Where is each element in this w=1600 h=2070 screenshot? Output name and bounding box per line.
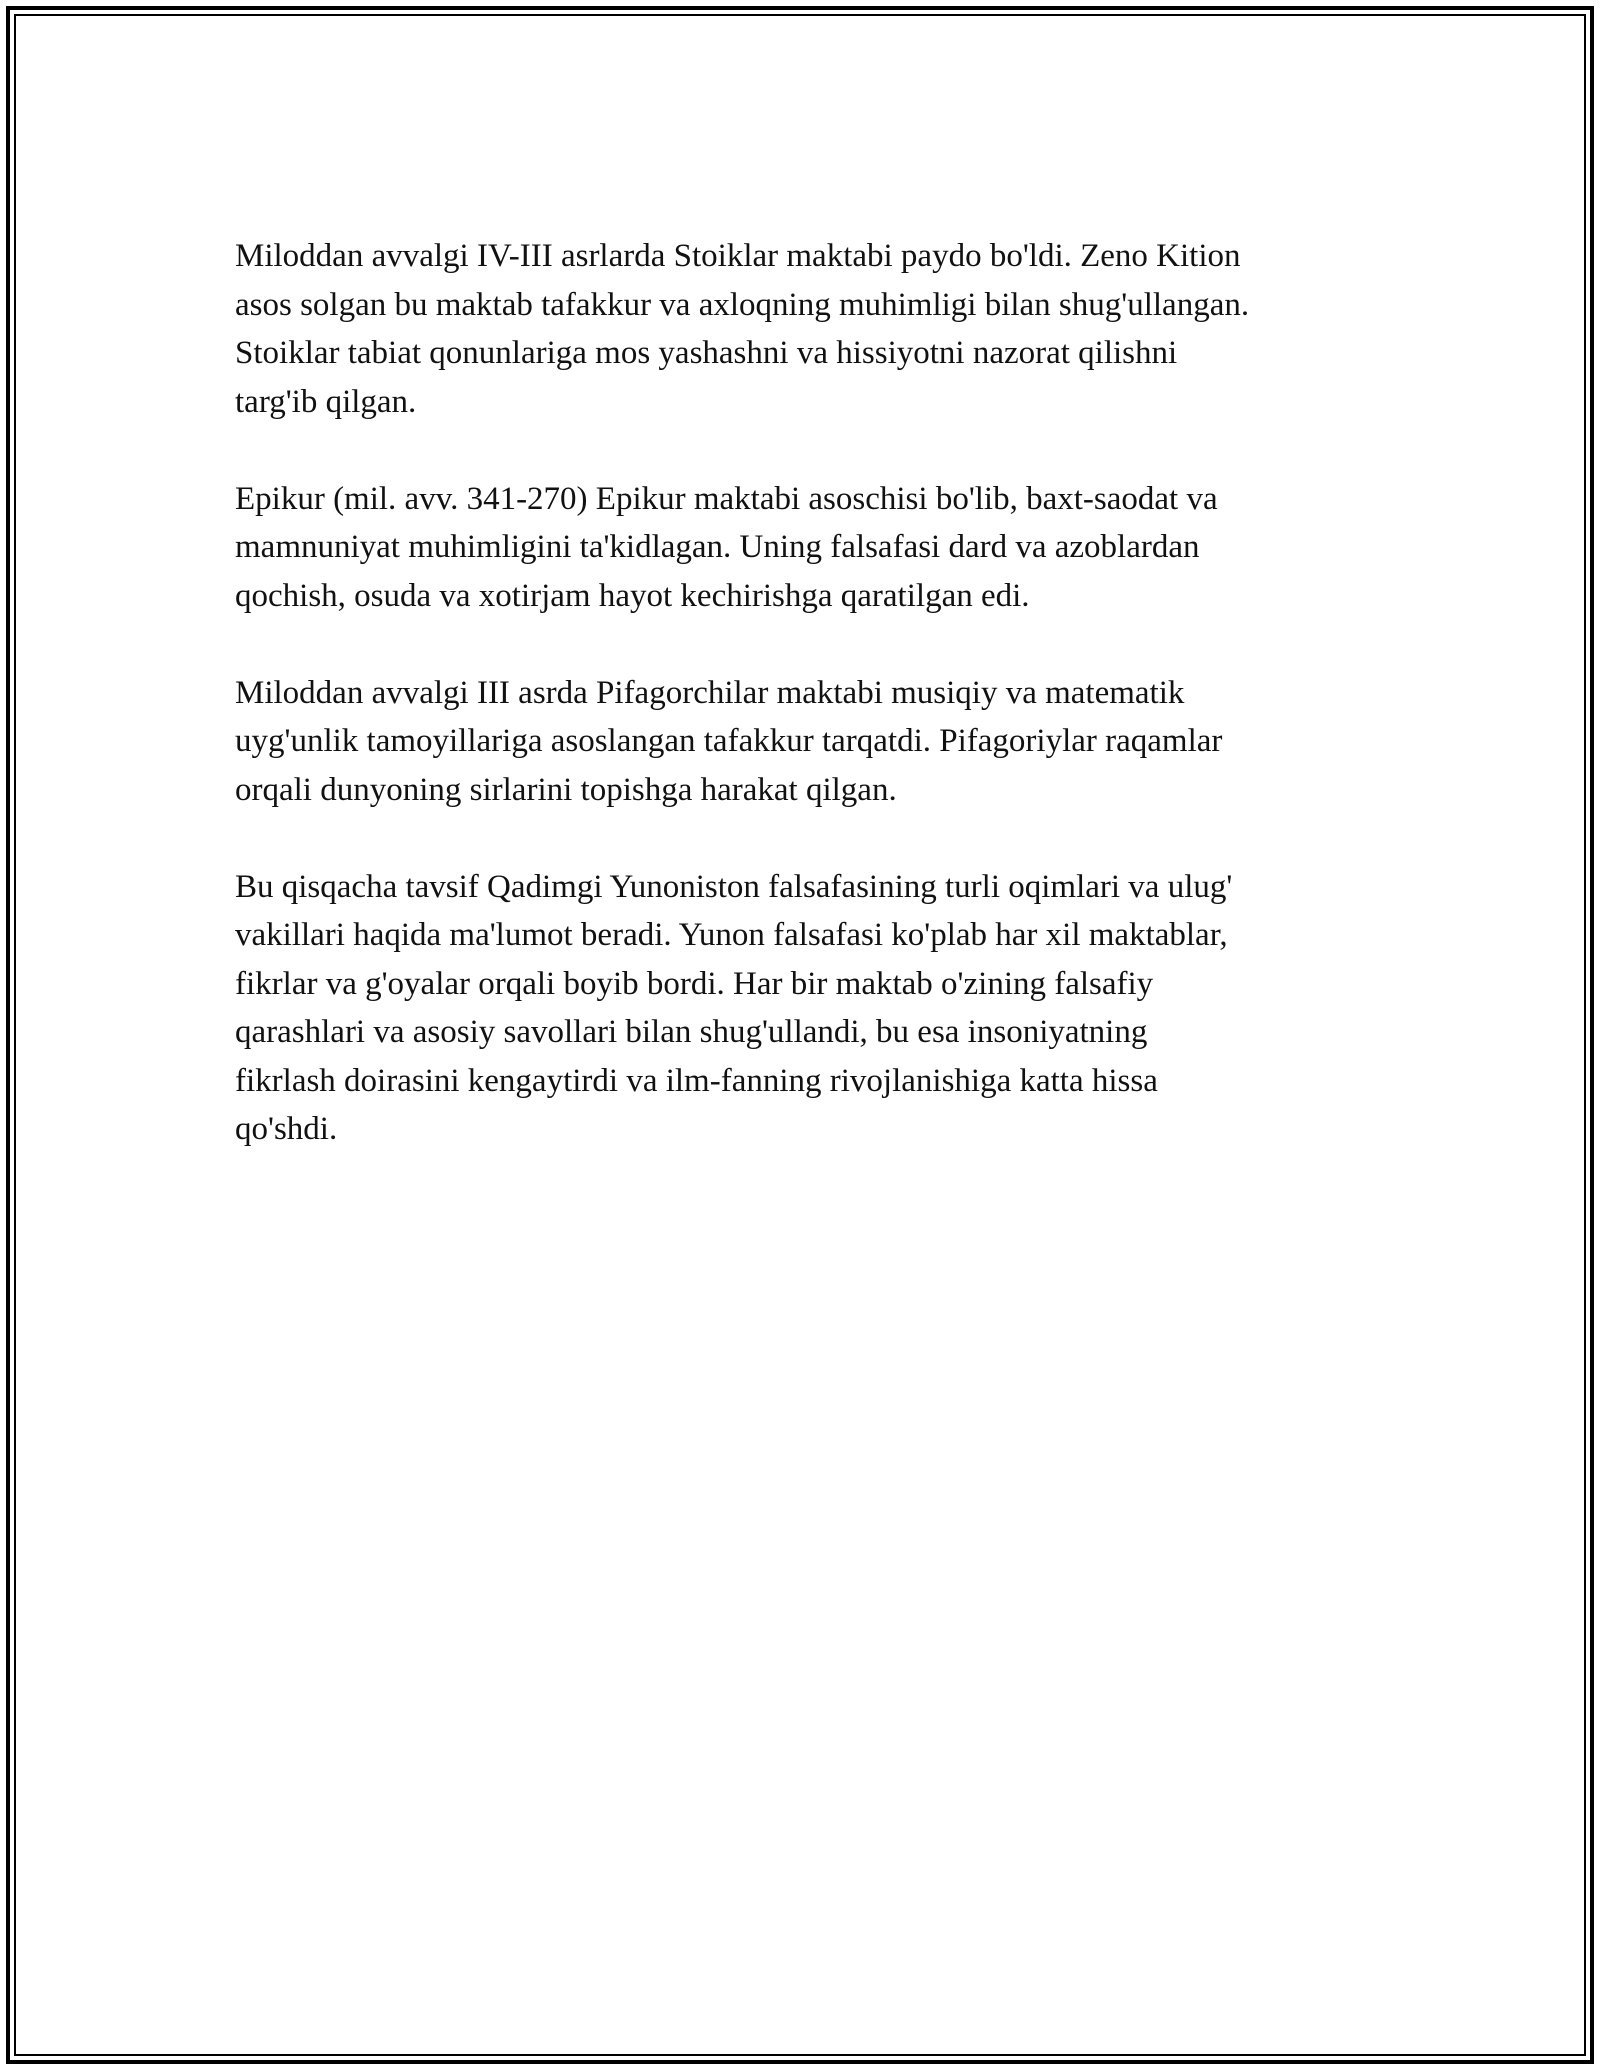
text-line: qochish, osuda va xotirjam hayot kechirishga qaratilgan edi. [235,577,1030,614]
text-line: qarashlari va asosiy savollari bilan shug'ullandi, bu esa insoniyatning [235,1014,1148,1050]
paragraph-pythagoreans [235,669,1385,815]
text-line: Bu qisqacha tavsif Qadimgi Yunoniston falsafasining turli oqimlari va ulug' [235,868,1233,905]
text-line: vakillari haqida ma'lumot beradi. Yunon falsafasi ko'plab har xil maktablar, [235,917,1228,953]
text-line: fikrlar va g'oyalar orqali boyib bordi. Har bir maktab o'zining falsafiy [235,965,1154,1002]
text-line: Epikur (mil. avv. 341-270) Epikur maktabi asoschisi bo'lib, baxt-saodat va [235,480,1218,517]
text-line: fikrlash doirasini kengaytirdi va ilm-fanning rivojlanishiga katta hissa [235,1062,1158,1099]
text-line: Miloddan avvalgi III asrda Pifagorchilar maktabi musiqiy va matematik [235,674,1185,711]
text-line: qo'shdi. [235,1111,338,1147]
paragraph-epicurus [235,475,1385,621]
text-line: mamnuniyat muhimligini ta'kidlagan. Uning falsafasi dard va azoblardan [235,529,1200,565]
paragraph-stoics [235,232,1385,426]
text-line: uyg'unlik tamoyillariga asoslangan tafakkur tarqatdi. Pifagoriylar raqamlar [235,723,1223,759]
text-line: Stoiklar tabiat qonunlariga mos yashashni va hissiyotni nazorat qilishni [235,335,1178,371]
text-line: asos solgan bu maktab tafakkur va axloqning muhimligi bilan shug'ullangan. [235,286,1250,323]
text-line: Miloddan avvalgi IV-III asrlarda Stoiklar maktabi paydo bo'ldi. Zeno Kition [235,238,1241,274]
paragraph-summary [235,863,1385,1154]
text-line: targ'ib qilgan. [235,383,417,420]
document-body [235,232,1385,1202]
text-line: orqali dunyoning sirlarini topishga harakat qilgan. [235,771,897,808]
